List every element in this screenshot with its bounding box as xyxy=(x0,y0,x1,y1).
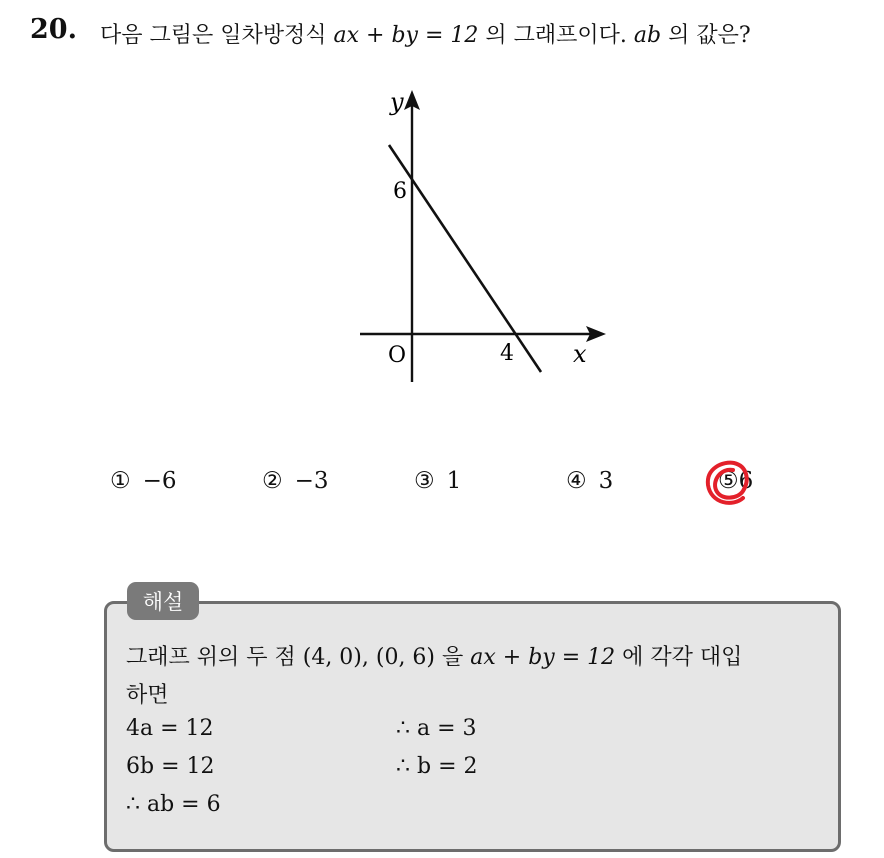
solution-tag: 해설 xyxy=(127,582,199,620)
choice-3-value: 1 xyxy=(446,468,462,494)
solution-line-3-left: 4a = 12 xyxy=(126,716,214,741)
linear-graph xyxy=(340,80,620,390)
solution-line-1 xyxy=(126,640,742,671)
choice-1-label: ① xyxy=(110,468,131,494)
choice-4[interactable] xyxy=(566,468,613,494)
y-intercept-label: 6 xyxy=(393,179,407,204)
solution-line-4-left: 6b = 12 xyxy=(126,754,215,779)
solution-line-4 xyxy=(126,754,478,779)
choice-3-label: ③ xyxy=(414,468,435,494)
choice-1-value: −6 xyxy=(142,468,177,494)
y-axis-label: y xyxy=(390,88,404,116)
question-text-before: 다음 그림은 일차방정식 xyxy=(100,23,334,48)
question-number: 20. xyxy=(30,14,77,45)
choice-2-value: −3 xyxy=(294,468,329,494)
choice-2[interactable] xyxy=(262,468,329,494)
x-axis-label: x xyxy=(573,340,587,368)
question-text-middle: 의 그래프이다. xyxy=(478,23,634,48)
question-ab: ab xyxy=(633,23,662,48)
choice-4-value: 3 xyxy=(598,468,614,494)
x-intercept-label: 4 xyxy=(500,341,514,366)
origin-label: O xyxy=(388,343,407,368)
choice-2-label: ② xyxy=(262,468,283,494)
question-text-after: 의 값은? xyxy=(661,23,751,48)
solution-line-5: ∴ ab = 6 xyxy=(126,792,221,817)
solution-line-2: 하면 xyxy=(126,683,169,708)
solution-line-3-right: ∴ a = 3 xyxy=(396,716,477,741)
choice-3[interactable] xyxy=(414,468,461,494)
question-equation: ax + by = 12 xyxy=(333,23,479,48)
answer-circle-mark-icon xyxy=(703,458,753,508)
solution-line-1-equation: ax + by = 12 xyxy=(470,645,616,670)
choice-5-value: 6 xyxy=(738,468,754,494)
solution-line-1-b: 에 각각 대입 xyxy=(615,645,743,670)
choice-4-label: ④ xyxy=(566,468,587,494)
question-text xyxy=(100,18,751,49)
choice-1[interactable] xyxy=(110,468,177,494)
solution-line-4-right: ∴ b = 2 xyxy=(396,754,478,779)
choice-5-label: ⑤ xyxy=(718,468,739,494)
solution-line-1-a: 그래프 위의 두 점 (4, 0), (0, 6) 을 xyxy=(126,645,471,670)
solution-line-3 xyxy=(126,716,477,741)
